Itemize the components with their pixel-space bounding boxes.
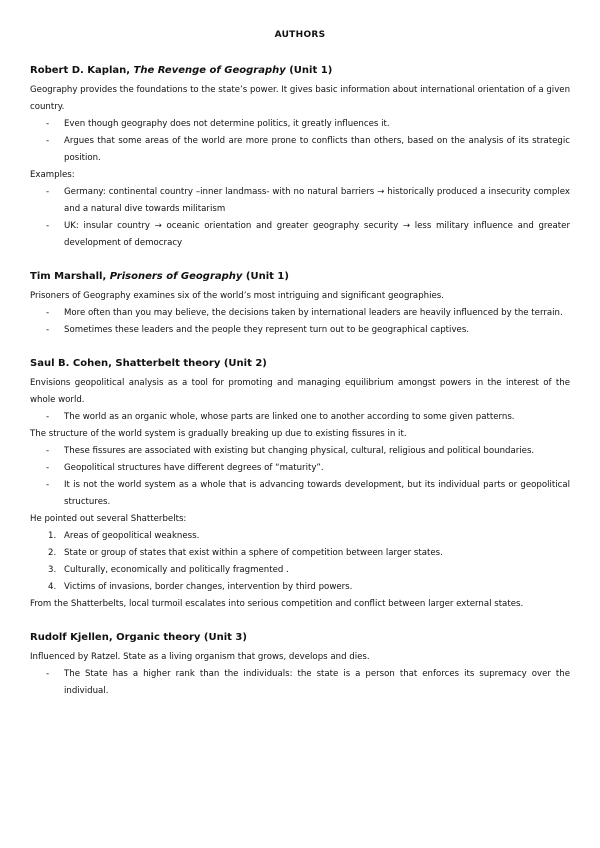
numbered-list (30, 528, 570, 596)
list-item: - The State has a higher rank than the individuals: the state is a person that enforces its supremacy over the individual. (64, 666, 570, 700)
paragraph: Influenced by Ratzel. State as a living organism that grows, develops and dies. (30, 652, 370, 662)
page-title: AUTHORS (274, 30, 326, 40)
author-name: Tim Marshall, (30, 271, 110, 282)
bullet-list (30, 305, 570, 339)
list-item: Culturally, economically and politically fragmented . (64, 565, 289, 575)
list-item: - Germany: continental country –inner landmass- with no natural barriers → historically produced a insecurity complex and a natural dive towards militarism (64, 184, 570, 218)
list-item: - Even though geography does not determine politics, it greatly influences it. (64, 116, 570, 133)
section-cohen (30, 357, 570, 613)
list-item: - These fissures are associated with existing but changing physical, cultural, religious and political boundaries. (64, 443, 570, 460)
list-item: - More often than you may believe, the decisions taken by international leaders are heavily influenced by the terrain. (64, 305, 570, 322)
list-item: - Argues that some areas of the world are more prone to conflicts than others, based on the analysis of its strategic position. (64, 133, 570, 167)
list-item: - Geopolitical structures have different degrees of “maturity”. (64, 460, 570, 477)
list-item: - The world as an organic whole, whose parts are linked one to another according to some given patterns. (64, 409, 570, 426)
paragraph: He pointed out several Shatterbelts: (30, 514, 187, 524)
bullet-list (30, 666, 570, 700)
unit-label: (Unit 1) (242, 271, 289, 282)
author-name: Robert D. Kaplan, (30, 65, 134, 76)
section-marshall (30, 270, 570, 339)
list-item: - Sometimes these leaders and the people they represent turn out to be geographical captives. (64, 322, 570, 339)
bullet-list (30, 443, 570, 511)
list-item: Victims of invasions, border changes, intervention by third powers. (64, 582, 353, 592)
section-kjellen (30, 631, 570, 700)
list-item: - It is not the world system as a whole that is advancing towards development, but its individual parts or geopolitical structures. (64, 477, 570, 511)
work-title: The Revenge of Geography (133, 65, 286, 76)
bullet-list (30, 409, 570, 426)
section-heading (30, 64, 570, 78)
work-title: Prisoners of Geography (109, 271, 243, 282)
section-heading: Rudolf Kjellen, Organic theory (Unit 3) (30, 632, 247, 643)
paragraph: From the Shatterbelts, local turmoil escalates into serious competition and conflict between larger external states. (30, 599, 524, 609)
unit-label: (Unit 1) (285, 65, 333, 76)
bullet-list (30, 116, 570, 167)
list-item: Areas of geopolitical weakness. (64, 531, 200, 541)
paragraph: Prisoners of Geography examines six of the world’s most intriguing and significant geographies. (30, 291, 444, 301)
section-kaplan (30, 64, 570, 252)
examples-label: Examples: (30, 170, 75, 180)
list-item: State or group of states that exist within a sphere of competition between larger states. (64, 548, 443, 558)
section-heading: Saul B. Cohen, Shatterbelt theory (Unit 2) (30, 358, 267, 369)
list-item: - UK: insular country → oceanic orientation and greater geography security → less military influence and greater development of democracy (64, 218, 570, 252)
paragraph: The structure of the world system is gradually breaking up due to existing fissures in it. (30, 429, 407, 439)
paragraph: Envisions geopolitical analysis as a tool for promoting and managing equilibrium amongst powers in the interest of the whole world. (30, 378, 570, 405)
section-heading (30, 270, 570, 284)
bullet-list (30, 184, 570, 252)
paragraph: Geography provides the foundations to the state’s power. It gives basic information about international orientation of a given country. (30, 85, 571, 112)
